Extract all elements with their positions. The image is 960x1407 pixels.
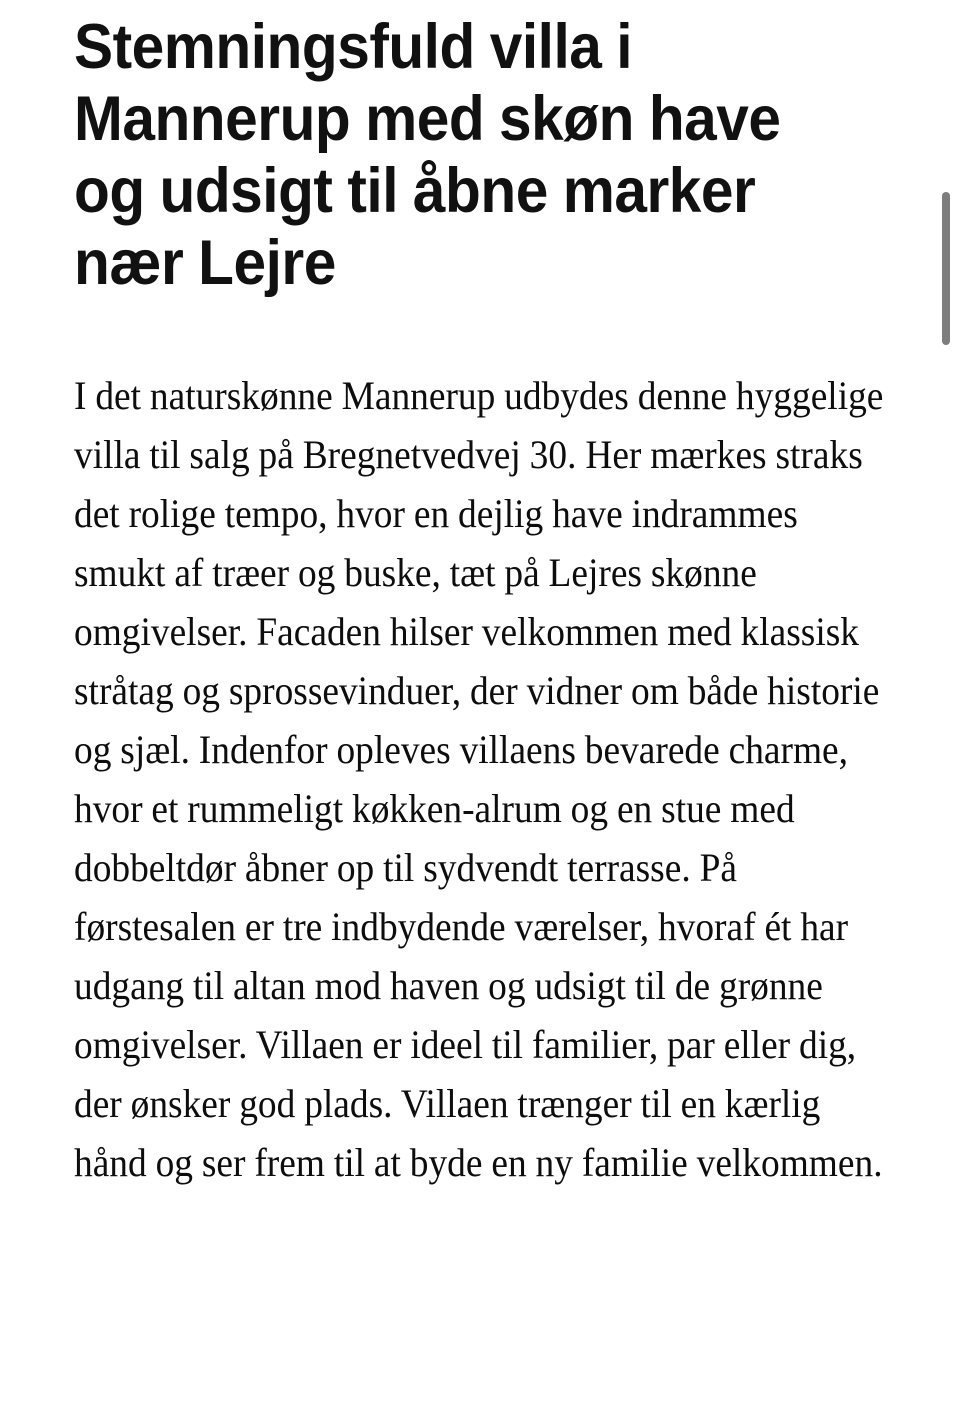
scrollbar-thumb[interactable]	[942, 192, 950, 345]
page-title: Stemningsfuld villa i Mannerup med skøn have og udsigt til åbne marker nær Lejre	[74, 12, 781, 298]
article-body-text: I det naturskønne Mannerup udbydes denne hyggelige villa til salg på Bregnetvedvej 30. Her mærkes straks det rolige tempo, hvor en dejlig have indrammes smukt af træer og buske, tæt på Lejres skønne omgivelser. Facaden hilser velkommen med klassisk stråtag og sprossevinduer, der vidner om både historie og sjæl. Indenfor opleves villaens bevarede charme, hvor et rummeligt køkken-alrum og en stue med dobbeltdør åbner op til sydvendt terrasse. På førstesalen er tre indbydende værelser, hvoraf ét har udgang til altan mod haven og udsigt til de grønne omgivelser. Villaen er ideel til familier, par eller dig, der ønsker god plads. Villaen trænger til en kærlig hånd og ser frem til at byde en ny familie velkommen.	[74, 373, 884, 1185]
scrollbar-track[interactable]	[939, 0, 953, 1407]
